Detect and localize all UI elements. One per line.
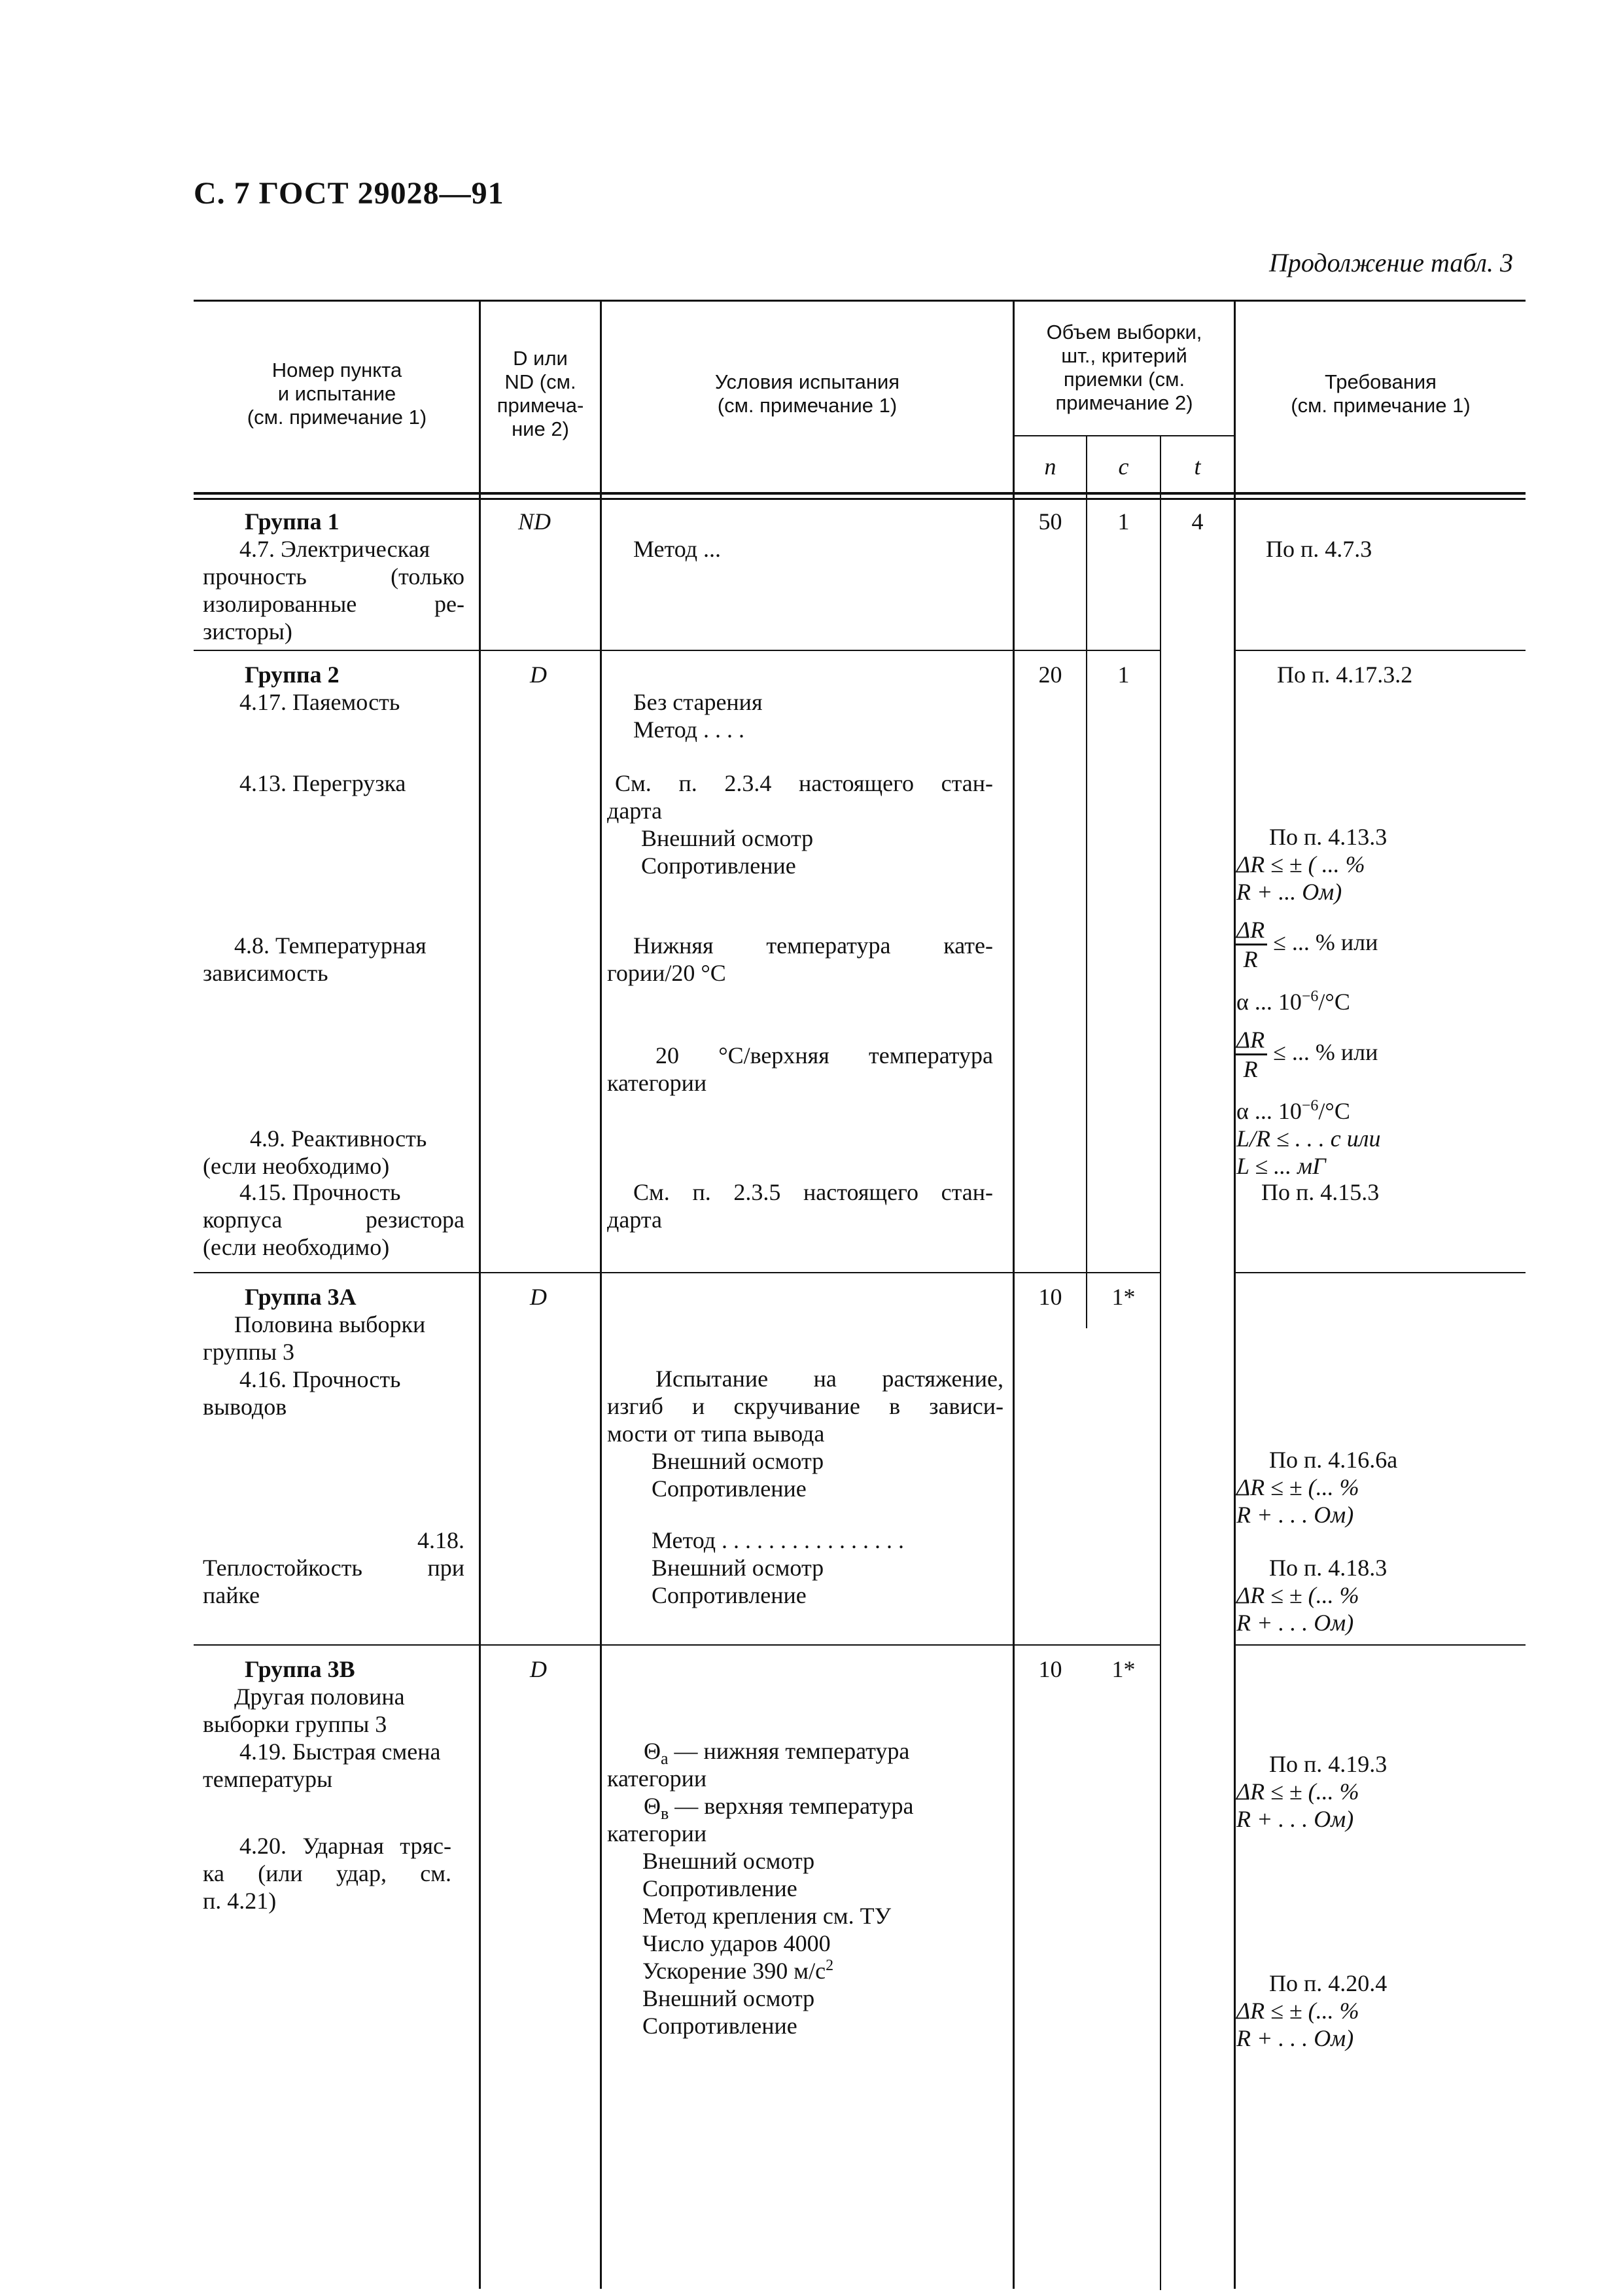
conditions-4-8a-line: гории/20 °С	[607, 960, 726, 986]
page-header: С. 7 ГОСТ 29028—91	[194, 176, 504, 211]
subcol-rule	[1013, 435, 1234, 436]
group-1-item-line: 4.7. Электрическая	[239, 536, 430, 562]
item-4-18-line: пайке	[203, 1582, 260, 1608]
conditions-4-15-line: См. п. 2.3.5 настоящего стан-	[633, 1179, 993, 1205]
item-4-15-line: корпуса резистора	[203, 1207, 464, 1233]
col-header-sample-line: приемки (см.	[1063, 368, 1185, 391]
req-4-19	[1234, 1750, 1387, 1833]
req-4-18-line: ΔR ≤ ± (... %	[1236, 1582, 1359, 1608]
req-4-19-line: R + . . . Ом)	[1236, 1806, 1354, 1832]
col-header-requirements-line: (см. примечание 1)	[1291, 394, 1471, 417]
sep-g2	[194, 1272, 1160, 1273]
group-1-item	[203, 535, 464, 645]
col-header-requirements-line: Требования	[1325, 370, 1437, 393]
col-header-requirements	[1236, 370, 1526, 417]
group-3a-c: 1*	[1111, 1284, 1136, 1310]
conditions-4-20-line: Число ударов 4000	[642, 1930, 831, 1956]
sep-g2-req	[1234, 1272, 1526, 1273]
col-header-conditions-line: (см. примечание 1)	[717, 394, 898, 417]
alpha-text: α ... 10	[1236, 1098, 1302, 1124]
req-4-20-line: По п. 4.20.4	[1269, 1970, 1387, 1996]
fraction-den: R	[1243, 1056, 1258, 1082]
conditions-4-17-line: Без старения	[633, 689, 763, 715]
col-header-sample	[1015, 321, 1234, 415]
fraction-tail: ≤ ... % или	[1273, 928, 1378, 955]
col-header-dnd	[481, 347, 600, 441]
group-3a-title: Группа 3А	[245, 1284, 357, 1310]
sep-g1	[194, 650, 1013, 651]
alpha-exponent: −6	[1301, 1097, 1319, 1114]
req-4-18	[1234, 1554, 1387, 1636]
group-3a-requirements	[1234, 1446, 1397, 1528]
conditions-4-20-line: Метод крепления см. ТУ	[642, 1903, 892, 1929]
conditions-4-18-line: Метод . . . . . . . . . . . . . . . .	[652, 1527, 905, 1553]
conditions-4-18	[652, 1527, 904, 1609]
conditions-4-17	[633, 688, 763, 743]
item-4-13: 4.13. Перегрузка	[239, 770, 406, 796]
req-4-20-line: ΔR ≤ ± (... %	[1236, 1998, 1359, 2024]
group-3b-title: Группа 3В	[245, 1656, 355, 1682]
col-header-item	[196, 359, 478, 429]
req-4-8b-frac	[1234, 1026, 1378, 1083]
group-3b-dnd: D	[530, 1656, 547, 1682]
conditions-4-18-line: Внешний осмотр	[652, 1555, 824, 1581]
group-1-item-line: зисторы)	[203, 618, 292, 645]
req-4-9	[1236, 1125, 1380, 1180]
group-1-item-line: прочность (только	[203, 563, 464, 590]
req-4-9-line: L ≤ ... мГ	[1236, 1153, 1326, 1179]
col-header-dnd-line: ние 2)	[512, 417, 569, 440]
header-bottom-rule-2	[194, 498, 1526, 500]
theta-a-line	[607, 1737, 913, 1769]
req-4-19-line: ΔR ≤ ± (... %	[1236, 1778, 1359, 1805]
item-4-20-line: 4.20. Ударная тряс-	[239, 1833, 451, 1859]
req-4-13-line: ΔR ≤ ± ( ... %	[1236, 851, 1365, 877]
col-header-conditions	[602, 370, 1013, 417]
group-3b-item	[203, 1683, 464, 1793]
req-4-20	[1234, 1969, 1387, 2052]
group-3a-requirements-line: R + . . . Ом)	[1236, 1502, 1354, 1528]
theta-subscript: в	[661, 1804, 669, 1824]
conditions-4-13	[607, 769, 993, 879]
group-1-c: 1	[1117, 508, 1130, 535]
group-1-conditions: Метод ...	[633, 536, 722, 562]
item-4-18	[203, 1527, 464, 1609]
group-3a-item-line: выводов	[203, 1394, 287, 1420]
sep-g1-n	[1013, 650, 1160, 651]
group-3a-item-line: группы 3	[203, 1339, 295, 1365]
fraction-num: ΔR	[1234, 916, 1267, 945]
req-4-15: По п. 4.15.3	[1261, 1179, 1380, 1205]
vline-2	[600, 300, 602, 2289]
group-2-c: 1	[1117, 662, 1130, 688]
group-2-n: 20	[1038, 662, 1062, 688]
alpha-text: α ... 10	[1236, 989, 1302, 1015]
req-4-19-line: По п. 4.19.3	[1269, 1751, 1387, 1777]
conditions-4-18-line: Сопротивление	[652, 1582, 807, 1608]
group-1-dnd: ND	[518, 508, 551, 535]
group-3a-conditions-line: Сопротивление	[652, 1475, 807, 1502]
group-3a-item-line: Половина выборки	[234, 1311, 426, 1337]
conditions-4-8a-line: Нижняя температура кате-	[633, 932, 993, 959]
group-3b-item-line: 4.19. Быстрая смена	[239, 1739, 441, 1765]
col-header-item-line: (см. примечание 1)	[247, 406, 427, 429]
group-3b-item-line: температуры	[203, 1766, 333, 1792]
conditions-4-8a	[607, 932, 993, 987]
item-4-8	[203, 932, 464, 987]
vline-n-c	[1086, 435, 1087, 1328]
conditions-4-20b-line: Сопротивление	[642, 2013, 797, 2039]
vline-c-t	[1160, 435, 1161, 2290]
group-1-requirements: По п. 4.7.3	[1266, 536, 1372, 562]
item-4-8-line: 4.8. Температурная	[234, 932, 427, 959]
req-4-18-line: По п. 4.18.3	[1269, 1555, 1387, 1581]
sep-g3a	[194, 1644, 1160, 1646]
group-3a-item	[203, 1311, 464, 1421]
group-3b-c: 1*	[1111, 1656, 1136, 1682]
alpha-exponent: −6	[1301, 988, 1319, 1005]
col-header-c: c	[1118, 453, 1129, 480]
item-4-9-line: 4.9. Реактивность	[250, 1125, 427, 1152]
req-4-8a-alpha	[1236, 988, 1350, 1016]
conditions-4-20b-line: Внешний осмотр	[642, 1985, 815, 2011]
group-3a-requirements-line: По п. 4.16.6а	[1269, 1447, 1398, 1473]
group-3b-n: 10	[1038, 1656, 1062, 1682]
item-4-9	[203, 1125, 464, 1180]
conditions-4-13-line: дарта	[607, 798, 662, 824]
req-4-17: По п. 4.17.3.2	[1277, 662, 1413, 688]
req-4-9-line: L/R ≤ . . . с или	[1236, 1125, 1381, 1152]
group-3a-conditions-line: изгиб и скручивание в зависи-	[607, 1393, 1003, 1419]
group-3a-conditions-line: Испытание на растяжение,	[655, 1366, 1003, 1392]
item-4-18-line: Теплостойкость при	[203, 1555, 464, 1581]
req-4-13-line: По п. 4.13.3	[1269, 824, 1387, 850]
fraction	[1234, 916, 1267, 973]
conditions-4-20-accel	[607, 1957, 913, 1985]
col-header-item-line: и испытание	[277, 382, 396, 405]
theta-text: — верхняя температура	[669, 1793, 914, 1819]
group-3a-n: 10	[1038, 1284, 1062, 1310]
sep-g3a-req	[1234, 1644, 1526, 1646]
theta-symbol: Θ	[644, 1793, 661, 1819]
conditions-4-8b-line: категории	[607, 1070, 707, 1096]
req-4-13-line: R + ... Ом)	[1236, 879, 1342, 905]
col-header-n: n	[1044, 453, 1056, 480]
conditions-4-8b-line: 20 °С/верхняя температура	[655, 1042, 993, 1069]
conditions-4-15-line: дарта	[607, 1207, 662, 1233]
conditions-4-8b	[607, 1042, 993, 1097]
fraction-den: R	[1243, 946, 1258, 972]
vline-1	[479, 300, 481, 2289]
req-4-13	[1234, 823, 1387, 906]
theta-a-kat: категории	[607, 1765, 707, 1792]
group-3b-conditions	[607, 1737, 913, 2040]
req-4-18-line: R + . . . Ом)	[1236, 1610, 1354, 1636]
conditions-4-17-line: Метод . . . .	[633, 716, 745, 743]
item-4-9-line: (если необходимо)	[203, 1153, 390, 1179]
col-header-item-line: Номер пункта	[271, 359, 402, 381]
group-3a-dnd: D	[530, 1284, 547, 1310]
item-4-20	[203, 1832, 451, 1915]
accel-exponent: 2	[826, 1957, 834, 1974]
item-4-15-line: (если необходимо)	[203, 1234, 390, 1260]
col-header-sample-line: Объем выборки,	[1046, 321, 1202, 344]
theta-symbol: Θ	[644, 1738, 661, 1764]
alpha-unit: /°С	[1318, 989, 1350, 1015]
theta-b-line	[607, 1792, 914, 1824]
theta-b-kat: категории	[607, 1820, 707, 1846]
req-4-20-line: R + . . . Ом)	[1236, 2025, 1354, 2051]
group-3a-conditions	[607, 1365, 1003, 1502]
alpha-unit: /°С	[1318, 1098, 1350, 1124]
group-1-title: Группа 1	[245, 508, 340, 535]
header-bottom-rule	[194, 492, 1526, 495]
theta-subscript: а	[661, 1749, 669, 1769]
conditions-4-15	[607, 1178, 993, 1233]
item-4-15	[203, 1178, 464, 1261]
col-header-sample-line: шт., критерий	[1061, 344, 1187, 367]
group-1-t: 4	[1191, 508, 1204, 535]
col-header-dnd-line: D или	[513, 347, 568, 370]
group-1-n: 50	[1038, 508, 1062, 535]
req-4-8b-alpha	[1236, 1097, 1350, 1125]
conditions-4-13-line: См. п. 2.3.4 настоящего стан-	[615, 770, 993, 796]
conditions-4-19-line: Внешний осмотр	[642, 1848, 815, 1874]
sep-g1-req	[1234, 650, 1526, 651]
fraction-tail: ≤ ... % или	[1273, 1038, 1378, 1065]
table-top-rule	[194, 300, 1526, 302]
col-header-dnd-line: примеча-	[497, 394, 584, 417]
conditions-4-13-line: Сопротивление	[641, 853, 796, 879]
fraction	[1234, 1026, 1267, 1083]
req-4-8a-frac	[1234, 916, 1378, 973]
group-2-title: Группа 2	[245, 662, 340, 688]
item-4-20-line: ка (или удар, см.	[203, 1860, 451, 1886]
item-4-18-line: 4.18.	[417, 1527, 464, 1553]
col-header-t: t	[1194, 453, 1201, 480]
col-header-dnd-line: ND (см.	[504, 370, 576, 393]
fraction-num: ΔR	[1234, 1026, 1267, 1055]
group-3a-item-line: 4.16. Прочность	[239, 1366, 401, 1392]
group-2-dnd: D	[530, 662, 547, 688]
item-4-8-line: зависимость	[203, 960, 328, 986]
group-3a-conditions-line: Внешний осмотр	[652, 1448, 824, 1474]
group-3a-conditions-line: мости от типа вывода	[607, 1421, 825, 1447]
group-3b-item-line: выборки группы 3	[203, 1711, 387, 1737]
col-header-conditions-line: Условия испытания	[714, 370, 900, 393]
col-header-sample-line: примечание 2)	[1055, 391, 1193, 414]
group-1-item-line: изолированные ре-	[203, 591, 464, 617]
group-3a-requirements-line: ΔR ≤ ± (... %	[1236, 1474, 1359, 1500]
item-4-20-line: п. 4.21)	[203, 1888, 277, 1914]
item-4-15-line: 4.15. Прочность	[239, 1179, 401, 1205]
theta-text: — нижняя температура	[668, 1738, 910, 1764]
conditions-4-13-line: Внешний осмотр	[641, 825, 814, 851]
continuation-label: Продолжение табл. 3	[1268, 248, 1513, 277]
conditions-4-19-line: Сопротивление	[642, 1875, 797, 1901]
group-3b-item-line: Другая половина	[234, 1684, 405, 1710]
accel-text: Ускорение 390 м/с	[642, 1958, 826, 1984]
item-4-17: 4.17. Паяемость	[239, 689, 400, 715]
